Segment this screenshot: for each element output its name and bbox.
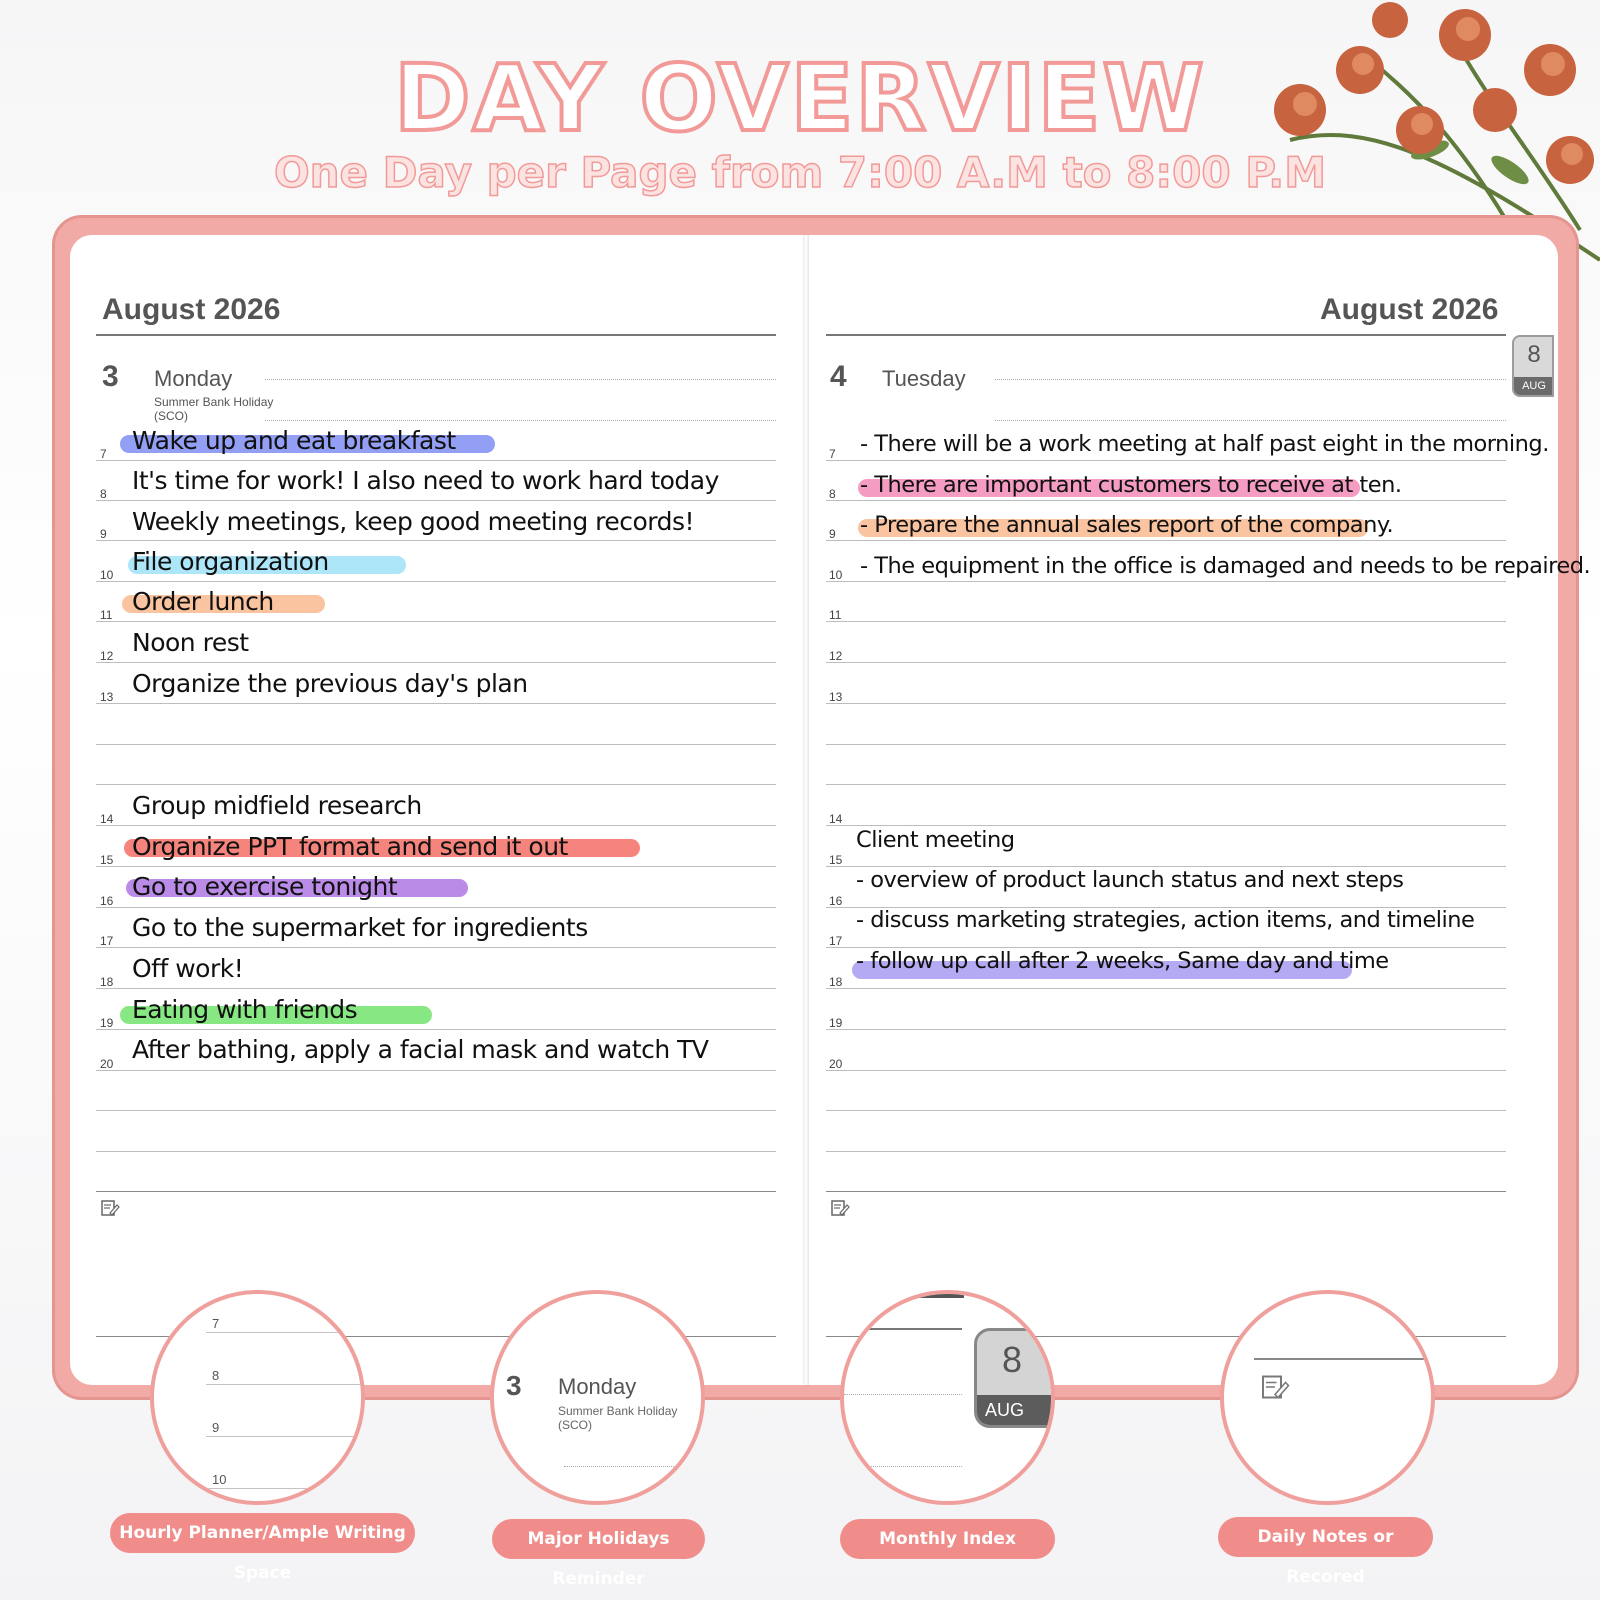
circle-tab-month: AUG <box>977 1395 1055 1425</box>
hour-label: 12 <box>100 649 114 663</box>
notes-icon <box>100 1198 120 1218</box>
circle-hour-label: 10 <box>212 1472 227 1487</box>
circle-hour-label: 8 <box>212 1368 220 1383</box>
hour-label: 10 <box>100 568 114 582</box>
right-rule <box>826 825 1506 826</box>
right-rule <box>826 1110 1506 1111</box>
circle-tab-number: 8 <box>1001 1339 1023 1380</box>
hour-label: 10 <box>829 568 843 582</box>
circle-rule <box>864 1466 962 1467</box>
right-rule <box>826 1151 1506 1152</box>
circle-holiday-note <box>558 1404 677 1432</box>
right-rule <box>826 744 1506 745</box>
left-day-name: Monday <box>154 366 233 391</box>
right-day-line-2 <box>995 420 1506 421</box>
left-rule <box>96 907 776 908</box>
planner-entry[interactable]: Client meeting <box>856 827 1015 853</box>
circle-month-rule <box>844 1328 962 1330</box>
right-rule <box>826 621 1506 622</box>
right-rule <box>826 581 1506 582</box>
hour-label: 13 <box>829 690 843 704</box>
circle-rule <box>1254 1358 1435 1360</box>
planner-entry[interactable]: Noon rest <box>132 628 249 657</box>
planner-entry[interactable]: Organize PPT format and send it out <box>132 832 568 861</box>
notes-icon <box>830 1198 850 1218</box>
hour-label: 8 <box>829 487 836 501</box>
left-rule <box>96 460 776 461</box>
right-rule <box>826 1070 1506 1071</box>
planner-entry[interactable]: - discuss marketing strategies, action items, and timeline <box>856 907 1475 933</box>
right-rule <box>826 703 1506 704</box>
planner-entry[interactable]: - Prepare the annual sales report of the company. <box>860 512 1394 538</box>
planner-entry[interactable]: Wake up and eat breakfast <box>132 426 456 455</box>
hour-label: 19 <box>100 1016 114 1030</box>
planner-entry[interactable]: Organize the previous day's plan <box>132 669 528 698</box>
page-title: DAY OVERVIEW <box>394 45 1206 152</box>
circle-day-number: 3 <box>506 1370 522 1401</box>
left-rule <box>96 1070 776 1071</box>
circle-rule <box>844 1394 962 1395</box>
planner-entry[interactable]: Go to the supermarket for ingredients <box>132 913 588 942</box>
right-rule <box>826 500 1506 501</box>
hour-label: 14 <box>829 812 843 826</box>
hour-label: 13 <box>100 690 114 704</box>
left-rule <box>96 1151 776 1152</box>
hour-label: 18 <box>100 975 114 989</box>
right-rule <box>826 540 1506 541</box>
hour-label: 9 <box>100 527 107 541</box>
left-rule <box>96 703 776 704</box>
circle-rule <box>206 1436 365 1437</box>
hour-label: 19 <box>829 1016 843 1030</box>
planner-entry[interactable]: After bathing, apply a facial mask and watch TV <box>132 1035 709 1064</box>
left-holiday-line1: Summer Bank Holiday <box>154 395 274 409</box>
hour-label: 7 <box>100 447 107 461</box>
planner-entry[interactable]: - There will be a work meeting at half past eight in the morning. <box>860 431 1549 457</box>
left-rule <box>96 662 776 663</box>
planner-entry[interactable]: - The equipment in the office is damaged and needs to be repaired. <box>860 553 1591 579</box>
circle-hour-label: 7 <box>212 1316 220 1331</box>
circle-rule <box>206 1332 365 1333</box>
hour-label: 17 <box>100 934 114 948</box>
planner-entry[interactable]: Off work! <box>132 954 244 983</box>
hour-label: 15 <box>829 853 843 867</box>
left-rule <box>96 621 776 622</box>
right-rule-bottom <box>826 1191 1506 1192</box>
planner-entry[interactable]: Weekly meetings, keep good meeting records! <box>132 507 695 536</box>
right-rule <box>826 662 1506 663</box>
hour-label: 17 <box>829 934 843 948</box>
circle-month-tab <box>974 1328 1055 1428</box>
left-rule <box>96 581 776 582</box>
planner-entry[interactable]: - follow up call after 2 weeks, Same day and time <box>856 948 1389 974</box>
left-day-number: 3 <box>102 360 119 393</box>
planner-entry[interactable]: It's time for work! I also need to work hard today <box>132 466 719 495</box>
left-rule <box>96 988 776 989</box>
planner-entry[interactable]: Eating with friends <box>132 995 358 1024</box>
right-rule <box>826 1029 1506 1030</box>
left-rule <box>96 1029 776 1030</box>
hour-label: 18 <box>829 975 843 989</box>
circle-rule <box>564 1466 704 1467</box>
left-day-line <box>265 379 776 380</box>
planner-entry[interactable]: - overview of product launch status and next steps <box>856 867 1404 893</box>
left-rule <box>96 825 776 826</box>
left-rule <box>96 866 776 867</box>
left-rule <box>96 500 776 501</box>
right-month-rule <box>826 334 1506 336</box>
right-day-line <box>995 379 1506 380</box>
feature-circle-notes <box>1220 1290 1435 1505</box>
planner-entry[interactable]: Group midfield research <box>132 791 422 820</box>
feature-label-holidays: Major Holidays Reminder <box>492 1519 705 1559</box>
month-tab-number: 8 <box>1527 341 1541 368</box>
left-rule <box>96 540 776 541</box>
hour-label: 14 <box>100 812 114 826</box>
circle-hour-label: 9 <box>212 1420 220 1435</box>
circle-holiday-line1: Summer Bank Holiday <box>558 1404 678 1418</box>
feature-label-notes: Daily Notes or Recored <box>1218 1517 1433 1557</box>
left-rule <box>96 1110 776 1111</box>
planner-entry[interactable]: File organization <box>132 547 329 576</box>
left-holiday-line <box>265 420 776 421</box>
hour-label: 20 <box>100 1057 114 1071</box>
month-tab[interactable] <box>1512 335 1554 397</box>
left-month-rule <box>96 334 776 336</box>
left-month-heading: August 2026 <box>102 293 281 326</box>
feature-circle-monthly-index <box>840 1290 1055 1505</box>
hour-label: 7 <box>829 447 836 461</box>
left-rule <box>96 784 776 785</box>
circle-rule <box>206 1488 365 1489</box>
left-holiday-line2: (SCO) <box>154 409 188 423</box>
hour-label: 11 <box>100 608 113 622</box>
circle-holiday-line2: (SCO) <box>558 1418 592 1432</box>
page-subtitle: One Day per Page from 7:00 A.M to 8:00 P.M <box>273 148 1327 197</box>
hour-label: 20 <box>829 1057 843 1071</box>
feature-label-hourly: Hourly Planner/Ample Writing Space <box>110 1513 415 1553</box>
right-rule <box>826 784 1506 785</box>
notes-icon <box>1260 1372 1290 1402</box>
feature-label-monthly-index: Monthly Index <box>840 1519 1055 1559</box>
planner-entry[interactable]: - There are important customers to receive at ten. <box>860 472 1402 498</box>
right-day-name: Tuesday <box>882 366 966 391</box>
left-holiday-note <box>154 395 273 423</box>
feature-circle-holidays <box>490 1290 705 1505</box>
circle-rule <box>206 1384 365 1385</box>
hour-label: 16 <box>100 894 114 908</box>
right-page <box>808 235 1558 1385</box>
month-tab-label: AUG <box>1514 377 1554 395</box>
right-day-number: 4 <box>830 360 847 393</box>
right-month-heading: August 2026 <box>1320 293 1499 326</box>
hour-label: 15 <box>100 853 114 867</box>
hour-label: 9 <box>829 527 836 541</box>
planner-spine <box>803 235 809 1385</box>
hour-label: 11 <box>829 608 842 622</box>
hour-label: 12 <box>829 649 843 663</box>
left-rule <box>96 744 776 745</box>
feature-circle-hourly <box>150 1290 365 1505</box>
planner-entry[interactable]: Order lunch <box>132 587 274 616</box>
right-rule <box>826 460 1506 461</box>
planner-entry[interactable]: Go to exercise tonight <box>132 872 398 901</box>
hour-label: 8 <box>100 487 107 501</box>
hour-label: 16 <box>829 894 843 908</box>
right-rule <box>826 988 1506 989</box>
left-rule-bottom <box>96 1191 776 1192</box>
circle-day-name: Monday <box>558 1374 637 1399</box>
left-rule <box>96 947 776 948</box>
